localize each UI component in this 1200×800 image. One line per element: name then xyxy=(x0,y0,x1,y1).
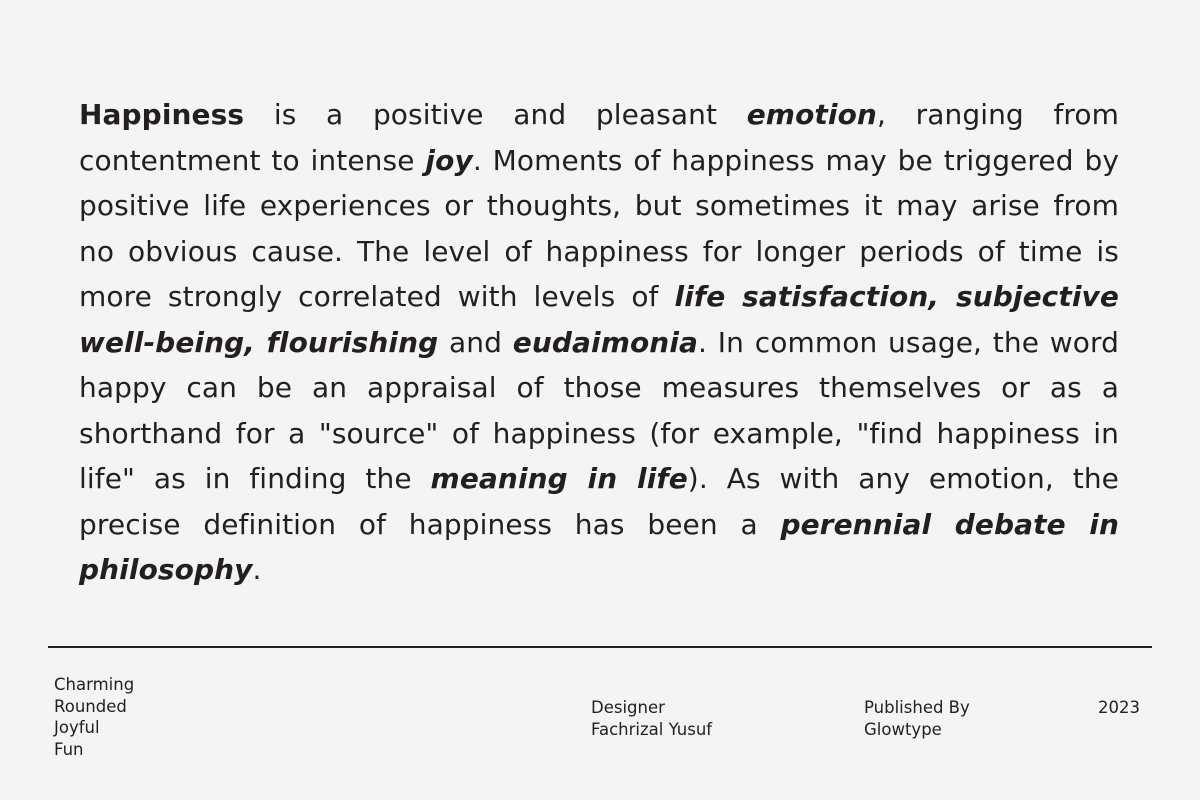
paragraph-segment: life satisfaction, subjective well-being, flourishing xyxy=(79,280,1119,359)
paragraph-segment: . In common usage, the word happy can be an appraisal of those measures themselves or as a shorthand for a "source" of happiness (for example, "find happiness in life" as in finding the xyxy=(79,325,1119,495)
paragraph-segment: , ranging from contentment to intense xyxy=(79,98,1120,177)
font-tag: Fun xyxy=(54,739,84,759)
paragraph-segment: emotion xyxy=(746,98,877,131)
designer-label: Designer xyxy=(591,698,665,717)
paragraph-segment: meaning in life xyxy=(430,462,688,495)
publisher-credit xyxy=(864,697,970,740)
paragraph-segment: eudaimonia xyxy=(512,325,699,359)
paragraph-segment: . Moments of happiness may be triggered by positive life experiences or thoughts, but sometimes it may arise from no obvious cause. The level of happiness for longer periods of time is more strongly correlated with levels of xyxy=(79,143,1119,313)
font-tags xyxy=(54,674,134,760)
specimen-paragraph xyxy=(79,92,1119,593)
designer-name: Fachrizal Yusuf xyxy=(591,719,713,739)
year-value: 2023 xyxy=(1098,698,1140,717)
footer-divider xyxy=(48,646,1152,648)
paragraph-segment: perennial debate in philosophy xyxy=(79,507,1119,586)
designer-credit xyxy=(591,697,712,740)
font-tag: Charming xyxy=(54,675,135,694)
paragraph-segment: joy xyxy=(425,143,473,177)
paragraph-segment: ). As with any emotion, the precise definition of happiness has been a xyxy=(79,462,1119,541)
release-year xyxy=(1098,697,1140,719)
publisher-name: Glowtype xyxy=(864,719,942,739)
paragraph-segment: Happiness xyxy=(79,98,245,131)
paragraph-segment: and xyxy=(438,325,513,359)
paragraph-segment: is a positive and pleasant xyxy=(244,98,747,131)
font-tag: Joyful xyxy=(54,718,100,737)
paragraph-segment: . xyxy=(252,553,262,586)
font-tag: Rounded xyxy=(54,696,127,716)
publisher-label: Published By xyxy=(864,698,970,717)
